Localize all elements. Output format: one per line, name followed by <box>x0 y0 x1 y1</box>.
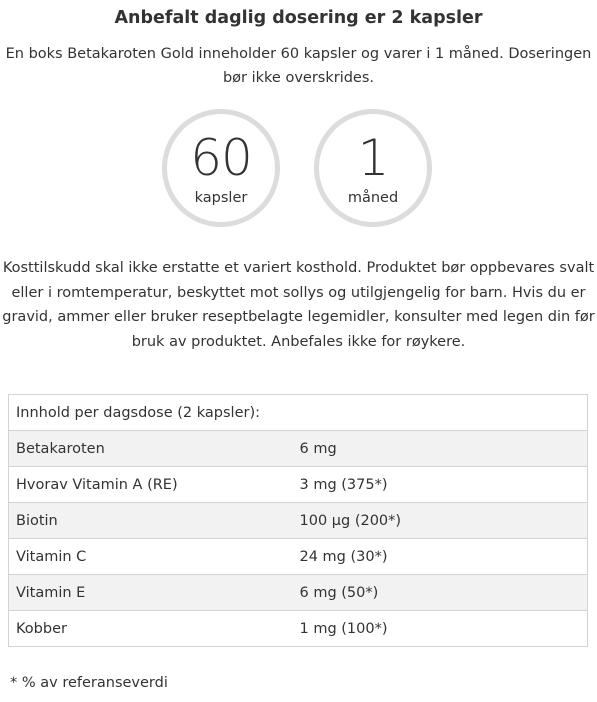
notice-line: bruk av produktet. Anbefales ikke for røykere. <box>131 333 466 350</box>
nutrient-value: 3 mg (375*) <box>293 467 588 503</box>
capsule-count-unit: kapsler <box>194 190 248 206</box>
nutrient-value: 100 µg (200*) <box>293 503 588 539</box>
notice-line: eller i romtemperatur, beskyttet mot sollys og utilgjengelig for barn. Hvis du er <box>11 284 586 301</box>
duration-number: 1 <box>357 129 389 187</box>
table-row <box>9 431 588 467</box>
nutrient-name: Vitamin E <box>9 575 293 611</box>
nutrient-name: Kobber <box>9 611 293 647</box>
notice-line: Kosttilskudd skal ikke erstatte et variert kosthold. Produktet bør oppbevares svalt <box>2 260 595 276</box>
table-header: Innhold per dagsdose (2 kapsler): <box>9 395 588 431</box>
nutrient-value: 6 mg (50*) <box>293 575 588 611</box>
table-row <box>9 467 588 503</box>
nutrient-name: Hvorav Vitamin A (RE) <box>9 467 293 503</box>
nutrition-table <box>8 394 588 647</box>
intro-text <box>0 42 597 90</box>
table-header-row <box>9 395 588 431</box>
nutrient-value: 24 mg (30*) <box>293 539 588 575</box>
capsule-count-number: 60 <box>190 129 252 187</box>
table-row <box>9 575 588 611</box>
table-row <box>9 611 588 647</box>
duration-circle <box>314 109 432 227</box>
table-row <box>9 539 588 575</box>
dosage-heading: Anbefalt daglig dosering er 2 kapsler <box>114 8 483 28</box>
nutrient-name: Betakaroten <box>9 431 293 467</box>
intro-line: En boks Betakaroten Gold inneholder 60 kapsler og varer i 1 måned. Doseringen <box>5 46 592 62</box>
nutrient-name: Vitamin C <box>9 539 293 575</box>
capsule-count-circle <box>162 109 280 227</box>
duration-unit: måned <box>347 190 399 206</box>
table-row <box>9 503 588 539</box>
notice-line: gravid, ammer eller bruker reseptbelagte legemidler, konsulter med legen din før <box>2 309 595 325</box>
nutrient-value: 1 mg (100*) <box>293 611 588 647</box>
nutrient-value: 6 mg <box>293 431 588 467</box>
reference-footnote: * % av referanseverdi <box>10 675 168 691</box>
intro-line: bør ikke overskrides. <box>222 70 375 86</box>
storage-notice <box>0 256 597 354</box>
nutrient-name: Biotin <box>9 503 293 539</box>
